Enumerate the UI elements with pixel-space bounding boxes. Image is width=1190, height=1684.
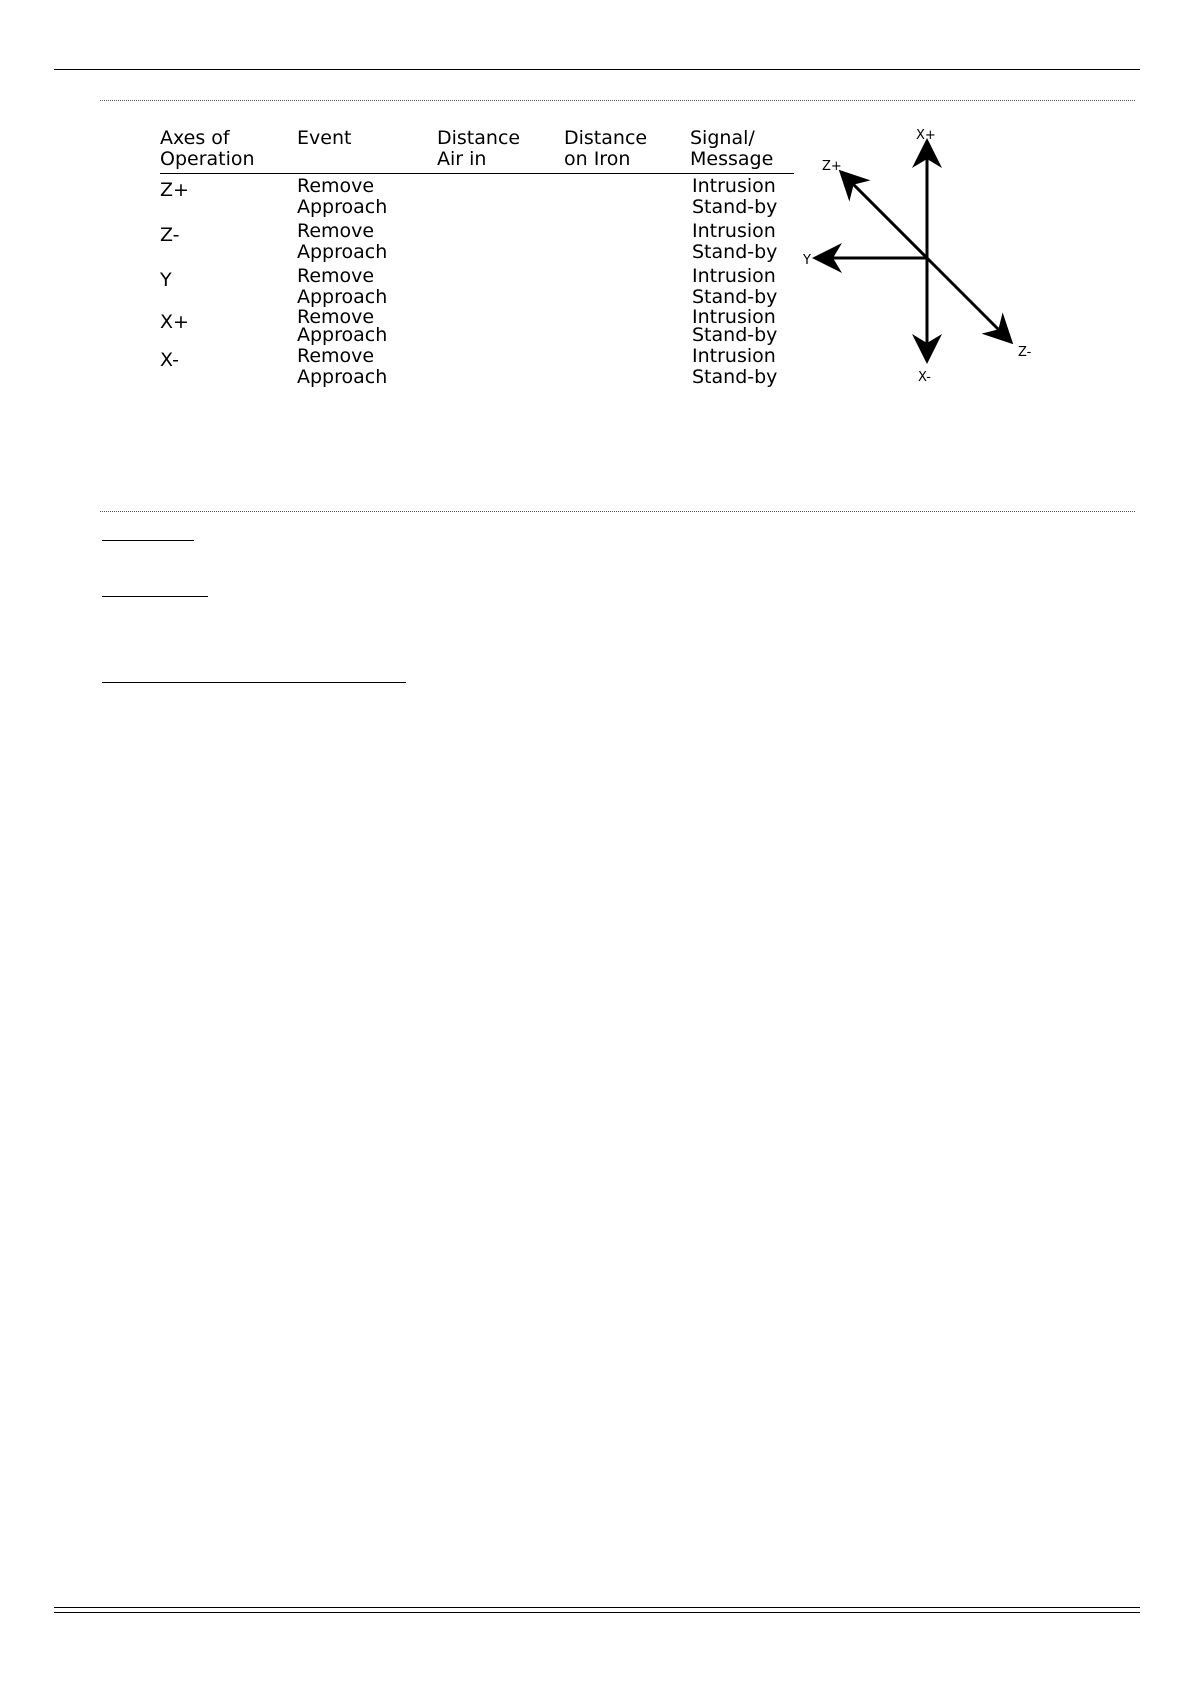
signal-intrusion: Intrusion	[692, 345, 776, 367]
event-approach: Approach	[297, 196, 388, 218]
header-event: Event	[297, 127, 352, 149]
table-row	[160, 176, 794, 218]
signal-standby: Stand-by	[692, 286, 778, 308]
event-remove: Remove	[297, 220, 375, 242]
blank-underline-3	[102, 682, 406, 683]
signal-intrusion: Intrusion	[692, 306, 776, 328]
signal-cell	[692, 176, 777, 218]
signal-cell	[692, 266, 777, 308]
event-cell	[297, 176, 387, 218]
axis-cell: X+	[160, 311, 189, 333]
signal-standby: Stand-by	[692, 241, 778, 263]
z-plus-arrow	[843, 174, 927, 258]
event-approach: Approach	[297, 324, 388, 346]
signal-standby: Stand-by	[692, 324, 778, 346]
signal-intrusion: Intrusion	[692, 220, 776, 242]
event-approach: Approach	[297, 286, 388, 308]
event-remove: Remove	[297, 175, 375, 197]
signal-cell	[692, 308, 777, 344]
label-x-plus: X+	[916, 128, 936, 143]
label-x-minus: X-	[918, 370, 931, 385]
section-divider-bottom	[100, 511, 1135, 512]
table-row	[160, 346, 794, 388]
event-cell	[297, 346, 387, 388]
header-distance-on-iron: Distance on Iron	[564, 127, 648, 170]
event-cell	[297, 308, 387, 344]
header-axes-of-operation: Axes of Operation	[160, 127, 255, 170]
axis-cell: Z-	[160, 224, 180, 246]
axis-cell: Z+	[160, 179, 189, 201]
table-row	[160, 221, 794, 263]
section-divider-top	[100, 100, 1135, 101]
table-row	[160, 308, 794, 350]
signal-cell	[692, 346, 777, 388]
signal-intrusion: Intrusion	[692, 265, 776, 287]
label-z-minus: Z-	[1018, 345, 1032, 360]
signal-cell	[692, 221, 777, 263]
header-signal-message: Signal/ Message	[690, 127, 774, 170]
table-header	[160, 128, 794, 174]
axes-table	[160, 127, 794, 388]
event-cell	[297, 266, 387, 308]
blank-underline-2	[102, 596, 208, 597]
axes-diagram	[790, 122, 1070, 392]
blank-underline-1	[102, 540, 194, 541]
z-minus-arrow	[927, 258, 1009, 340]
signal-standby: Stand-by	[692, 196, 778, 218]
label-z-plus: Z+	[822, 159, 842, 174]
header-rule	[54, 69, 1140, 70]
signal-standby: Stand-by	[692, 366, 778, 388]
label-y: Y	[803, 253, 811, 268]
event-remove: Remove	[297, 345, 375, 367]
event-remove: Remove	[297, 265, 375, 287]
event-approach: Approach	[297, 366, 388, 388]
table-row	[160, 266, 794, 308]
signal-intrusion: Intrusion	[692, 175, 776, 197]
event-cell	[297, 221, 387, 263]
event-approach: Approach	[297, 241, 388, 263]
axis-cell: X-	[160, 349, 179, 371]
event-remove: Remove	[297, 306, 375, 328]
axis-cell: Y	[160, 269, 172, 291]
footer-rule	[54, 1607, 1140, 1613]
header-distance-air-in: Distance Air in	[437, 127, 521, 170]
